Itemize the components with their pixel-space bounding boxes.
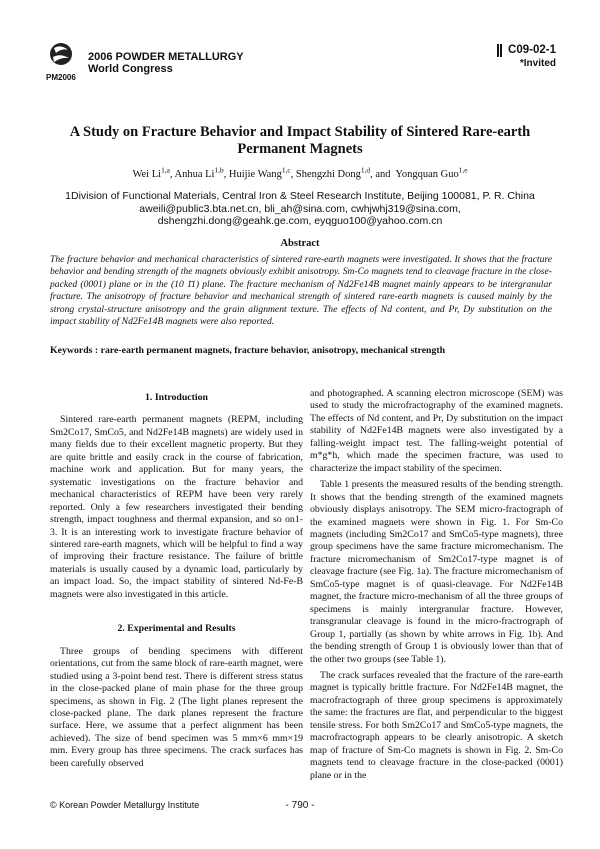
section-heading-introduction: 1. Introduction	[145, 392, 208, 403]
left-column	[50, 386, 303, 774]
page-number: - 790 -	[285, 800, 315, 811]
pm2006-logo	[44, 40, 78, 82]
keywords: Keywords : rare-earth permanent magnets, fracture behavior, anisotropy, mechanical strength	[50, 345, 446, 356]
footer-copyright: © Korean Powder Metallurgy Institute	[50, 800, 200, 810]
logo-text: PM2006	[46, 73, 76, 82]
affiliation	[30, 190, 570, 228]
affiliation-line3: dshengzhi.dong@geahk.ge.com, eyqguo100@yahoo.com.cn	[157, 215, 443, 227]
paper-code-block	[497, 44, 556, 70]
abstract-heading: Abstract	[280, 238, 320, 249]
right-column	[310, 388, 563, 786]
right-paragraph-1: and photographed. A scanning electron microscope (SEM) was used to study the microfractography of the examined magnets. The effects of Nd content, and Pr, Dy substitution on the impact stability of Nd2Fe14B magnets were also investigated by a falling-weight impact test. The falling-weight potential of m*g*h, which made the specimen fracture, was used to characterize the impact stability of the specimen.	[310, 388, 563, 474]
affiliation-line1: 1Division of Functional Materials, Central Iron & Steel Research Institute, Beijing 100081, P. R. China	[65, 190, 535, 202]
section-heading-experimental: 2. Experimental and Results	[117, 623, 236, 635]
intro-paragraph: Sintered rare-earth permanent magnets (REPM, including Sm2Co17, SmCo5, and Nd2Fe14B magnets) are widely used in many fields due to their excellent magnetic property. But they are quite brittle and easily crack in the course of fabrication, machine work and application. But for many years, the systematic investigations on the fracture behavior and mechanical characteristics of REPM have been very rarely reported. Only a few researchers investigated their bending strength, impact toughness and thermal expansion, and so on1-3. It is an interesting work to investigate fracture behavior of sintered rare-earth magnets, which will be helpful to find a way of improving their fracture resistance. The failure of brittle materials is usually caused by a dynamic load, particularly by an impact load. So, the impact stability of sintered Nd-Fe-B magnets were also investigated in this article.	[50, 414, 303, 600]
experimental-paragraph: Three groups of bending specimens with different orientations, cut from the same block of rare-earth magnet, were studied using a 3-point bend test. There is different stress status in the close-packed plane of main phase for the three group specimens, as shown in Fig. 2 (The light planes represent the close-packed plane. The dark planes represent the fracture surface. Here, we assume that a perfect alignment has been achieved). The size of bend specimen was 5 mm×6 mm×19 mm. Every group has three specimens. The crack surfaces has been carefully observed	[50, 645, 303, 769]
conference-line1: 2006 POWDER METALLURGY	[88, 51, 244, 63]
affiliation-line2: aweili@public3.bta.net.cn, bli_ah@sina.com, cwhjwhj319@sina.com,	[139, 202, 461, 215]
invited-label: *Invited	[519, 58, 556, 69]
author-list: Wei Li$^{1,a}$, Anhua Li$^{1,b}$, Huijie Wang$^{1,c}$, Shengzhi Dong$^{1,d}$, and Yongquan Guo$^{1,e}$	[132, 165, 468, 180]
right-paragraph-2: Table 1 presents the measured results of the bending strength. It shows that the bending strength of the examined magnets obviously displays anisotropy. The SEM micro-fractograph of the examined magnets were shown in Fig. 1. For Sm-Co magnets (including Sm2Co17 and SmCo5-type magnets), three group specimens have the same fracture micromechanism. The fracture micromechanism of Sm2Co17-type magnet is of cleavage fracture (see Fig. 1a). The fracture micromechanism of SmCo5-type magnet is of quasi-cleavage. For Nd2Fe14B magnet, the fracture micro-mechanism of all the three groups of specimens is mainly intergranular fracture. However, transgranular cleavage is found in the micro-fractrograph of Group 1, partially (as shown by white arrows in Fig. 1b). And the bending strength of Group 1 is obviously lower than that of the other two groups (see Table 1).	[310, 479, 563, 665]
conference-line2: World Congress	[88, 63, 173, 75]
paper-code: C09-02-1	[497, 44, 556, 57]
conference-name	[88, 51, 244, 75]
right-paragraph-3: The crack surfaces revealed that the fracture of the rare-earth magnet is typically brittle fracture. For Nd2Fe14B magnet, the macrofractograph of three group specimens is approximately the same: the fractures are flat, and perpendicular to the biggest tensile stress. For both Sm2Co17 and SmCo5-type magnets, the macrofractograph appears to be clearly anisotropic. A sketch map of fracture of Sm-Co magnets is shown in Fig. 2. Sm-Co magnets tend to cleavage fracture in the close-packed (0001) plane or in the	[310, 669, 563, 781]
abstract-text: The fracture behavior and mechanical characteristics of sintered rare-earth magnets were investigated. It shows that the fracture behavior and bending strength of the magnets obviously exhibit anisotropy. Sm-Co magnets tend to cleavage fracture in the close-packed (0001) plane or in the (10 1̄1) plane. The fracture mechanism of Nd2Fe14B magnet mainly appears to be intergranular fracture. The anisotropy of fracture behavior and mechanical strength of sintered rare-earth magnets is caused mainly by the strong crystal-structure anisotropy and the grain alignment texture. The effects of Nd content, and Pr, Dy substitution on the impact stability of Nd2Fe14B magnets were also reported.	[50, 254, 552, 328]
paper-title: A Study on Fracture Behavior and Impact Stability of Sintered Rare-earth Permanent Magnets	[69, 124, 531, 157]
